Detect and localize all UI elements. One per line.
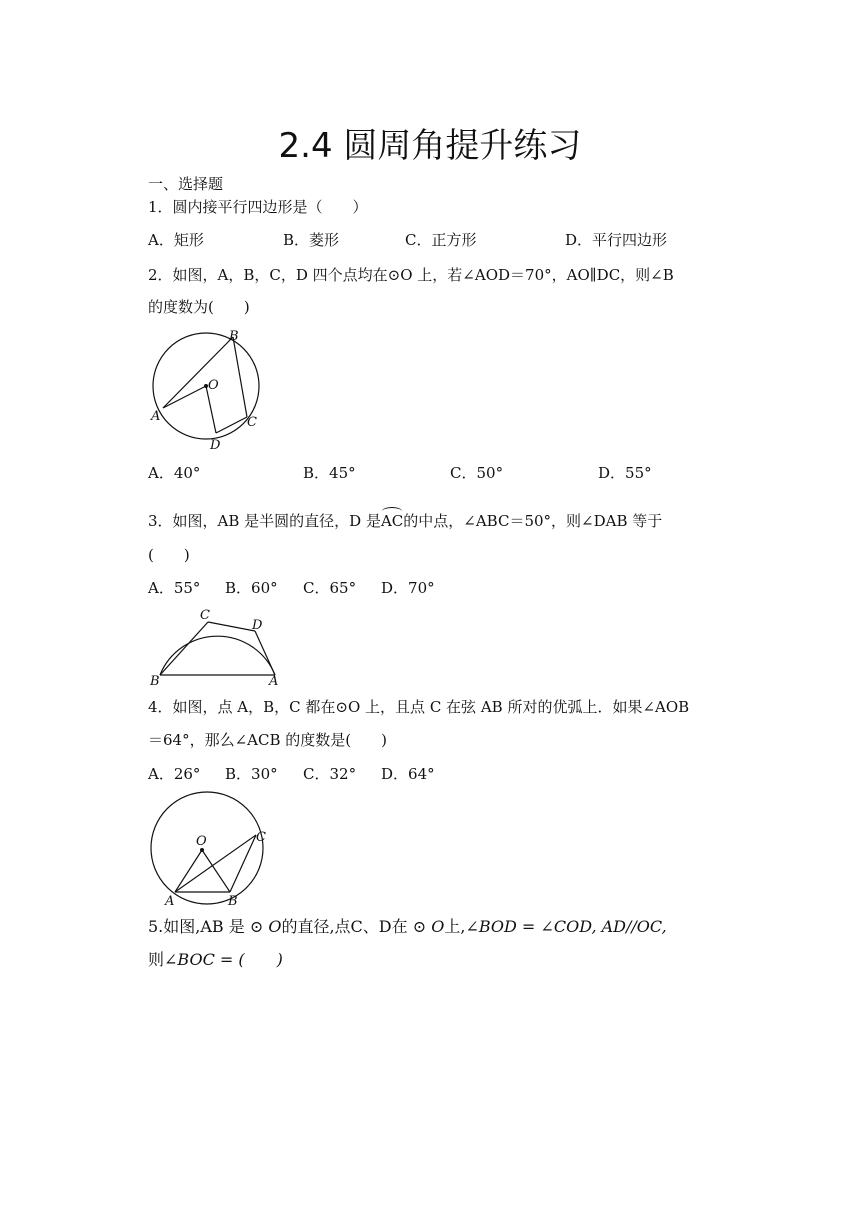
q3-semicircle-figure — [145, 605, 290, 690]
q5-stem-line2-pre: 则 — [148, 950, 165, 969]
q1-option-c: C．正方形 — [405, 231, 477, 249]
q3-chord-cd — [208, 622, 255, 631]
q4-circle — [151, 792, 263, 904]
q2-option-a: A．40° — [148, 464, 201, 482]
q2-segment-od — [206, 386, 216, 433]
q1-option-a: A．矩形 — [148, 231, 204, 249]
q3-stem-post: 的中点，∠ABC＝50°，则∠DAB 等于 — [403, 512, 663, 530]
q2-circle-figure — [140, 325, 270, 455]
q2-label-a: A — [151, 409, 161, 424]
q4-label-a: A — [165, 894, 175, 909]
q3-option-a: A．55° — [148, 579, 201, 597]
q4-label-o: O — [196, 834, 207, 849]
q4-option-c: C．32° — [303, 765, 357, 783]
q4-stem-line1: 4．如图，点 A，B，C 都在⊙O 上，且点 C 在弦 AB 所对的优弧上．如果∠AOB — [148, 698, 690, 716]
q3-option-b: B．60° — [225, 579, 278, 597]
q3-label-d: D — [252, 618, 263, 633]
q2-label-b: B — [229, 329, 239, 344]
q5-stem-mid2: 的直径,点C、D在 — [281, 917, 408, 936]
q2-option-b: B．45° — [303, 464, 356, 482]
q1-stem: 1．圆内接平行四边形是（ ） — [148, 198, 368, 216]
q2-stem-line1: 2．如图，A，B，C，D 四个点均在⊙O 上，若∠AOD＝70°，AO∥DC，则∠B — [148, 266, 674, 284]
q2-label-c: C — [247, 415, 257, 430]
q3-label-a: A — [269, 674, 279, 689]
q5-stem-line1 — [148, 916, 667, 938]
q4-option-b: B．30° — [225, 765, 278, 783]
q3-chord-bc — [160, 622, 208, 675]
q5-stem-mid4: 上, — [444, 917, 466, 936]
q4-label-b: B — [228, 894, 238, 909]
q3-arc-ac: AC — [380, 512, 404, 530]
page-title: 2.4 圆周角提升练习 — [278, 126, 582, 166]
q2-label-d: D — [210, 438, 221, 453]
q4-label-c: C — [256, 830, 266, 845]
q5-stem-pre: 5.如图,AB 是 — [148, 917, 245, 936]
q2-segment-ao — [163, 386, 206, 408]
q3-option-c: C．65° — [303, 579, 357, 597]
q5-circle-o-2: ⊙ O — [412, 917, 445, 936]
q2-chord-bc — [233, 337, 247, 417]
q4-segment-oa — [175, 850, 202, 892]
q1-option-d: D．平行四边形 — [565, 231, 668, 249]
q2-chord-ab — [163, 337, 233, 408]
q3-label-b: B — [150, 674, 160, 689]
q3-chord-da — [255, 631, 275, 675]
q4-circle-figure — [145, 790, 280, 915]
q5-stem-math: ∠BOD = ∠COD, AD//OC, — [465, 917, 667, 936]
q5-stem-line2 — [148, 949, 283, 971]
q4-option-a: A．26° — [148, 765, 201, 783]
q4-stem-line2: ＝64°，那么∠ACB 的度数是( ) — [148, 731, 387, 749]
q3-stem-line2: ( ) — [148, 546, 190, 564]
q2-stem-line2: 的度数为( ) — [148, 298, 250, 316]
q1-option-b: B．菱形 — [283, 231, 340, 249]
q4-chord-ac — [175, 835, 256, 892]
q3-label-c: C — [200, 608, 210, 623]
q5-stem-line2-math: ∠BOC = ( ) — [164, 950, 283, 969]
q2-option-d: D．55° — [598, 464, 652, 482]
q3-stem-pre: 3．如图，AB 是半圆的直径，D 是 — [148, 512, 381, 530]
section-heading: 一、选择题 — [148, 175, 224, 193]
q3-option-d: D．70° — [381, 579, 435, 597]
q2-option-c: C．50° — [450, 464, 504, 482]
q2-label-o: O — [208, 378, 219, 393]
q4-option-d: D．64° — [381, 765, 435, 783]
q5-circle-o-1: ⊙ O — [249, 917, 282, 936]
q3-stem-line1 — [148, 510, 662, 532]
